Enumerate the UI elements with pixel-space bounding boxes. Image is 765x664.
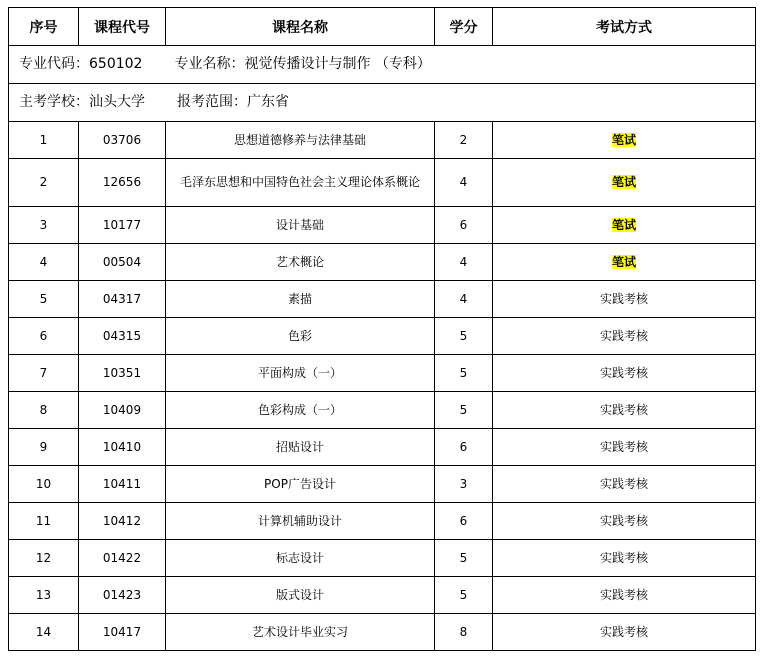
row-no-cell: 3: [9, 207, 79, 244]
table-row: [9, 392, 756, 429]
table-row: [9, 355, 756, 392]
major-name-label: 专业名称：: [174, 56, 245, 72]
exam-method-cell: [493, 207, 756, 244]
exam-method-cell: 实践考核: [493, 392, 756, 429]
row-no-cell: 12: [9, 540, 79, 577]
row-no-cell: 8: [9, 392, 79, 429]
credit-cell: 5: [435, 318, 493, 355]
major-info-row: [9, 46, 756, 84]
exam-method-highlight: 笔试: [611, 217, 636, 232]
credit-cell: 4: [435, 159, 493, 207]
credit-cell: 4: [435, 281, 493, 318]
major-name-value: 视觉传播设计与制作 （专科）: [244, 56, 431, 72]
col-header-credit: 学分: [435, 8, 493, 46]
scope-value: 广东省: [247, 94, 289, 110]
exam-method-cell: 实践考核: [493, 318, 756, 355]
column-header-row: [9, 8, 756, 46]
major-code-label: 专业代码：: [19, 56, 89, 72]
row-no-cell: 10: [9, 466, 79, 503]
credit-cell: 6: [435, 207, 493, 244]
row-no-cell: 4: [9, 244, 79, 281]
row-no-cell: 9: [9, 429, 79, 466]
course-name-cell: 艺术设计毕业实习: [166, 614, 435, 651]
credit-cell: 3: [435, 466, 493, 503]
exam-method-cell: 实践考核: [493, 466, 756, 503]
scope-label: 报考范围：: [177, 94, 247, 110]
course-name-cell: 思想道德修养与法律基础: [166, 122, 435, 159]
table-row: [9, 244, 756, 281]
course-code-cell: 01422: [79, 540, 166, 577]
col-header-no: 序号: [9, 8, 79, 46]
credit-cell: 8: [435, 614, 493, 651]
course-name-cell: 平面构成（一）: [166, 355, 435, 392]
school-info-row: [9, 84, 756, 122]
table-row: [9, 318, 756, 355]
table-row: [9, 466, 756, 503]
course-name-cell: 版式设计: [166, 577, 435, 614]
row-no-cell: 2: [9, 159, 79, 207]
course-name-cell: 标志设计: [166, 540, 435, 577]
table-row: [9, 577, 756, 614]
table-row: [9, 429, 756, 466]
course-code-cell: 10411: [79, 466, 166, 503]
credit-cell: 5: [435, 577, 493, 614]
course-code-cell: 03706: [79, 122, 166, 159]
exam-method-cell: 实践考核: [493, 281, 756, 318]
credit-cell: 6: [435, 503, 493, 540]
exam-method-highlight: 笔试: [611, 132, 636, 147]
row-no-cell: 13: [9, 577, 79, 614]
major-code-value: 650102: [89, 56, 143, 72]
course-name-cell: 计算机辅助设计: [166, 503, 435, 540]
school-info-cell: [9, 84, 756, 122]
table-row: [9, 122, 756, 159]
school-value: 汕头大学: [89, 94, 145, 110]
exam-method-cell: 实践考核: [493, 503, 756, 540]
major-info-cell: [9, 46, 756, 84]
exam-method-cell: 实践考核: [493, 540, 756, 577]
exam-method-cell: 实践考核: [493, 355, 756, 392]
course-name-cell: 素描: [166, 281, 435, 318]
course-name-cell: 艺术概论: [166, 244, 435, 281]
credit-cell: 5: [435, 392, 493, 429]
table-row: [9, 159, 756, 207]
table-row: [9, 503, 756, 540]
row-no-cell: 14: [9, 614, 79, 651]
credit-cell: 4: [435, 244, 493, 281]
col-header-name: 课程名称: [166, 8, 435, 46]
col-header-code: 课程代号: [79, 8, 166, 46]
course-code-cell: 00504: [79, 244, 166, 281]
course-code-cell: 10351: [79, 355, 166, 392]
row-no-cell: 11: [9, 503, 79, 540]
course-code-cell: 10410: [79, 429, 166, 466]
exam-method-cell: 实践考核: [493, 577, 756, 614]
credit-cell: 5: [435, 540, 493, 577]
col-header-method: 考试方式: [493, 8, 756, 46]
exam-method-cell: 实践考核: [493, 614, 756, 651]
course-code-cell: 01423: [79, 577, 166, 614]
table-row: [9, 614, 756, 651]
course-code-cell: 04317: [79, 281, 166, 318]
course-code-cell: 12656: [79, 159, 166, 207]
exam-method-cell: 实践考核: [493, 429, 756, 466]
course-name-cell: 色彩: [166, 318, 435, 355]
course-rows: [9, 122, 756, 651]
exam-method-highlight: 笔试: [611, 254, 636, 269]
course-name-cell: 设计基础: [166, 207, 435, 244]
row-no-cell: 6: [9, 318, 79, 355]
table-row: [9, 207, 756, 244]
credit-cell: 5: [435, 355, 493, 392]
row-no-cell: 1: [9, 122, 79, 159]
course-code-cell: 10417: [79, 614, 166, 651]
row-no-cell: 5: [9, 281, 79, 318]
course-name-cell: 毛泽东思想和中国特色社会主义理论体系概论: [166, 159, 435, 207]
course-code-cell: 04315: [79, 318, 166, 355]
exam-method-cell: [493, 122, 756, 159]
exam-method-highlight: 笔试: [611, 175, 636, 189]
course-plan-sheet: [8, 7, 756, 651]
credit-cell: 6: [435, 429, 493, 466]
row-no-cell: 7: [9, 355, 79, 392]
exam-method-cell: [493, 159, 756, 207]
course-code-cell: 10177: [79, 207, 166, 244]
course-code-cell: 10412: [79, 503, 166, 540]
course-name-cell: POP广告设计: [166, 466, 435, 503]
table-row: [9, 281, 756, 318]
school-label: 主考学校：: [19, 94, 89, 110]
credit-cell: 2: [435, 122, 493, 159]
course-code-cell: 10409: [79, 392, 166, 429]
exam-method-cell: [493, 244, 756, 281]
table-row: [9, 540, 756, 577]
course-plan-table: [8, 7, 756, 651]
course-name-cell: 色彩构成（一）: [166, 392, 435, 429]
course-name-cell: 招贴设计: [166, 429, 435, 466]
